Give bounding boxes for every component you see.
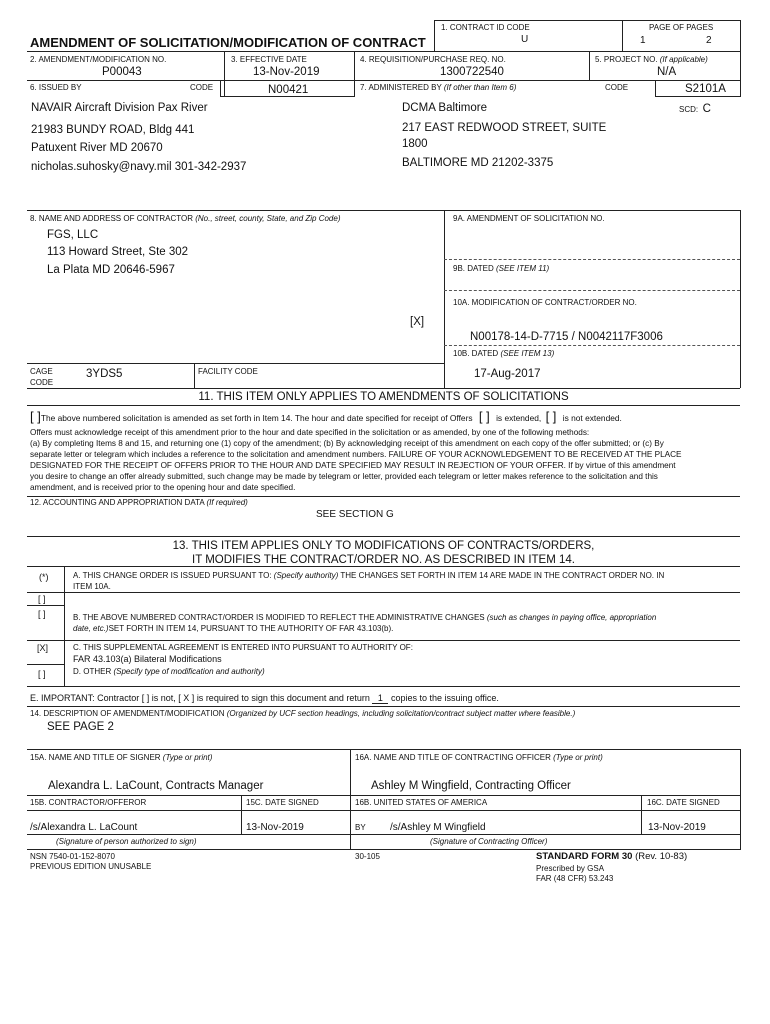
contract-id-label: 1. CONTRACT ID CODE [441,23,530,32]
item-13c-text: C. THIS SUPPLEMENTAL AGREEMENT IS ENTERED INTO PURSUANT TO AUTHORITY OF: [73,643,413,652]
admin-code-value: S2101A [685,83,726,95]
item-10b-label: 10B. DATED (SEE ITEM 13) [453,349,555,358]
contractor-offeror-label: 15B. CONTRACTOR/OFFEROR [30,798,147,807]
contractor-signature-caption: (Signature of person authorized to sign) [56,837,197,846]
issued-by-line1: NAVAIR Aircraft Division Pax River [31,102,208,114]
item-13b-line2: date, etc.)SET FORTH IN ITEM 14, PURSUANT TO THE AUTHORITY OF FAR 43.103(b). [73,624,394,633]
admin-by-line3: 1800 [402,138,428,150]
page-number: 1 [640,35,646,46]
facility-code-label: FACILITY CODE [198,367,258,376]
item-10a-checkbox: [X] [410,316,425,328]
by-label: BY [355,823,366,832]
item-13a-text: A. THIS CHANGE ORDER IS ISSUED PURSUANT TO: (Specify authority) THE CHANGES SET FORTH IN ITEM 14 ARE MADE IN THE CONTRACT ORDER NO. IN [73,571,665,580]
signer-label: 15A. NAME AND TITLE OF SIGNER (Type or print) [30,753,213,762]
item-9a-label: 9A. AMENDMENT OF SOLICITATION NO. [453,214,605,223]
item-11-instructions: Offers must acknowledge receipt of this amendment prior to the hour and date specified in the solicitation or as amended, by one of the following methods: (a) By completing Items 8 and 15, and returning one (1) copy of the amendment; (b) By acknowledging receipt of this amendment on each copy of the offer submitted; or (c) By separate letter or telegram which includes a reference to the solicitation and amendment numbers. FAILURE OF YOUR ACKNOWLEDGEMENT TO BE RECEIVED AT THE PLACE DESIGNATED FOR THE RECEIPT OF OFFERS PRIOR TO THE HOUR AND DATE SPECIFIED MAY RESULT IN REJECTION OF YOUR OFFER. If by virtue of this amendment you desire to change an offer already submitted, such change may be made by telegram or letter, provided each telegram or letter makes reference to the solicitation and this amendment, and is received prior to the opening hour and date specified. [30,428,682,492]
item-13-star: (*) [39,572,49,582]
issued-code-label: CODE [190,83,214,92]
officer-signature-caption: (Signature of Contracting Officer) [430,837,548,846]
officer-signature: /s/Ashley M Wingfield [390,822,486,833]
contractor-label: 8. NAME AND ADDRESS OF CONTRACTOR (No., street, county, State, and Zip Code) [30,214,341,223]
admin-by-line1: DCMA Baltimore [402,102,487,114]
signer-name-title: Alexandra L. LaCount, Contracts Manager [48,780,264,792]
cage-value: 3YDS5 [86,368,123,380]
item-13-heading-1: 13. THIS ITEM APPLIES ONLY TO MODIFICATIONS OF CONTRACTS/ORDERS, [172,540,595,552]
item-13a-checkbox: [ ] [38,594,46,604]
item-11-line1: [ ]The above numbered solicitation is amended as set forth in Item 14. The hour and date specified for receipt of Offers [ ] is extended, [ ] is not extended. [30,409,622,424]
contracting-officer-name: Ashley M Wingfield, Contracting Officer [371,780,571,792]
contracting-officer-label: 16A. NAME AND TITLE OF CONTRACTING OFFICER (Type or print) [355,753,603,762]
item-10b-value: 17-Aug-2017 [474,368,541,380]
project-no-label: 5. PROJECT NO. (If applicable) [595,55,708,64]
item-13d-checkbox: [ ] [38,669,46,679]
important-line: E. IMPORTANT: Contractor [ ] is not, [ X ] is required to sign this document and return 1 copies to the issuing office. [30,693,499,703]
contractor-street: 113 Howard Street, Ste 302 [47,246,189,258]
issued-by-line2: 21983 BUNDY ROAD, Bldg 441 [31,124,195,136]
item-14-label: 14. DESCRIPTION OF AMENDMENT/MODIFICATION (Organized by UCF section headings, including solicitation/contract subject matter where feasible.) [30,709,576,718]
officer-sign-date: 13-Nov-2019 [648,822,706,833]
item-13-heading-2: IT MODIFIES THE CONTRACT/ORDER NO. AS DESCRIBED IN ITEM 14. [192,554,575,566]
accounting-value: SEE SECTION G [316,509,394,520]
amendment-no-label: 2. AMENDMENT/MODIFICATION NO. [30,55,167,64]
item-13a-line2: ITEM 10A. [73,582,111,591]
usa-label: 16B. UNITED STATES OF AMERICA [355,798,488,807]
cage-label: CAGE [30,367,53,376]
contractor-sign-date: 13-Nov-2019 [246,822,304,833]
admin-by-line4: BALTIMORE MD 21202-3375 [402,157,554,169]
scd: SCD: C [679,103,711,115]
item-13c-checkbox: [X] [37,643,49,653]
item-13b-text: B. THE ABOVE NUMBERED CONTRACT/ORDER IS MODIFIED TO REFLECT THE ADMINISTRATIVE CHANGES (such as changes in paying office, appropriation [73,613,657,622]
contract-id-value: U [521,34,529,45]
page-of-pages-label: PAGE OF PAGES [649,23,714,32]
item-13c-authority: FAR 43.103(a) Bilateral Modifications [73,654,222,664]
issued-by-line3: Patuxent River MD 20670 [31,142,163,154]
form-title: AMENDMENT OF SOLICITATION/MODIFICATION OF CONTRACT [30,35,426,50]
nsn-number: NSN 7540-01-152-8070 [30,852,115,861]
contractor-signature: /s/Alexandra L. LaCount [30,822,138,833]
item-13b-checkbox: [ ] [38,609,46,619]
16c-date-label: 16C. DATE SIGNED [647,798,720,807]
requisition-value: 1300722540 [440,66,504,78]
item-14-value: SEE PAGE 2 [47,721,114,733]
administered-by-label: 7. ADMINISTERED BY (If other than Item 6) [360,83,517,92]
issued-by-contact: nicholas.suhosky@navy.mil 301-342-2937 [31,161,247,173]
item-10a-value: N00178-14-D-7715 / N0042117F3006 [470,331,663,343]
project-no-value: N/A [657,66,677,78]
cage-code-label: CODE [30,378,54,387]
item-11-heading: 11. THIS ITEM ONLY APPLIES TO AMENDMENTS OF SOLICITATIONS [198,391,569,403]
issued-code-value: N00421 [268,84,309,96]
form-code: 30-105 [355,852,380,861]
accounting-label: 12. ACCOUNTING AND APPROPRIATION DATA (If required) [30,498,248,507]
requisition-label: 4. REQUISITION/PURCHASE REQ. NO. [360,55,506,64]
admin-by-line2: 217 EAST REDWOOD STREET, SUITE [402,122,607,134]
contractor-name: FGS, LLC [47,229,99,241]
15c-date-label: 15C. DATE SIGNED [246,798,319,807]
far-reference: FAR (48 CFR) 53.243 [536,874,614,883]
prescribed-by: Prescribed by GSA [536,864,605,873]
effective-date-label: 3. EFFECTIVE DATE [231,55,307,64]
issued-by-label: 6. ISSUED BY [30,83,82,92]
total-pages: 2 [706,35,712,46]
item-13d-text: D. OTHER (Specify type of modification and authority) [73,667,265,676]
standard-form-title: STANDARD FORM 30 (Rev. 10-83) [536,851,688,862]
admin-code-label: CODE [605,83,629,92]
previous-edition-note: PREVIOUS EDITION UNUSABLE [30,862,152,871]
item-10a-label: 10A. MODIFICATION OF CONTRACT/ORDER NO. [453,298,637,307]
item-9b-label: 9B. DATED (SEE ITEM 11) [453,264,550,273]
amendment-no-value: P00043 [102,66,142,78]
effective-date-value: 13-Nov-2019 [253,66,320,78]
contractor-city: La Plata MD 20646-5967 [47,264,175,276]
